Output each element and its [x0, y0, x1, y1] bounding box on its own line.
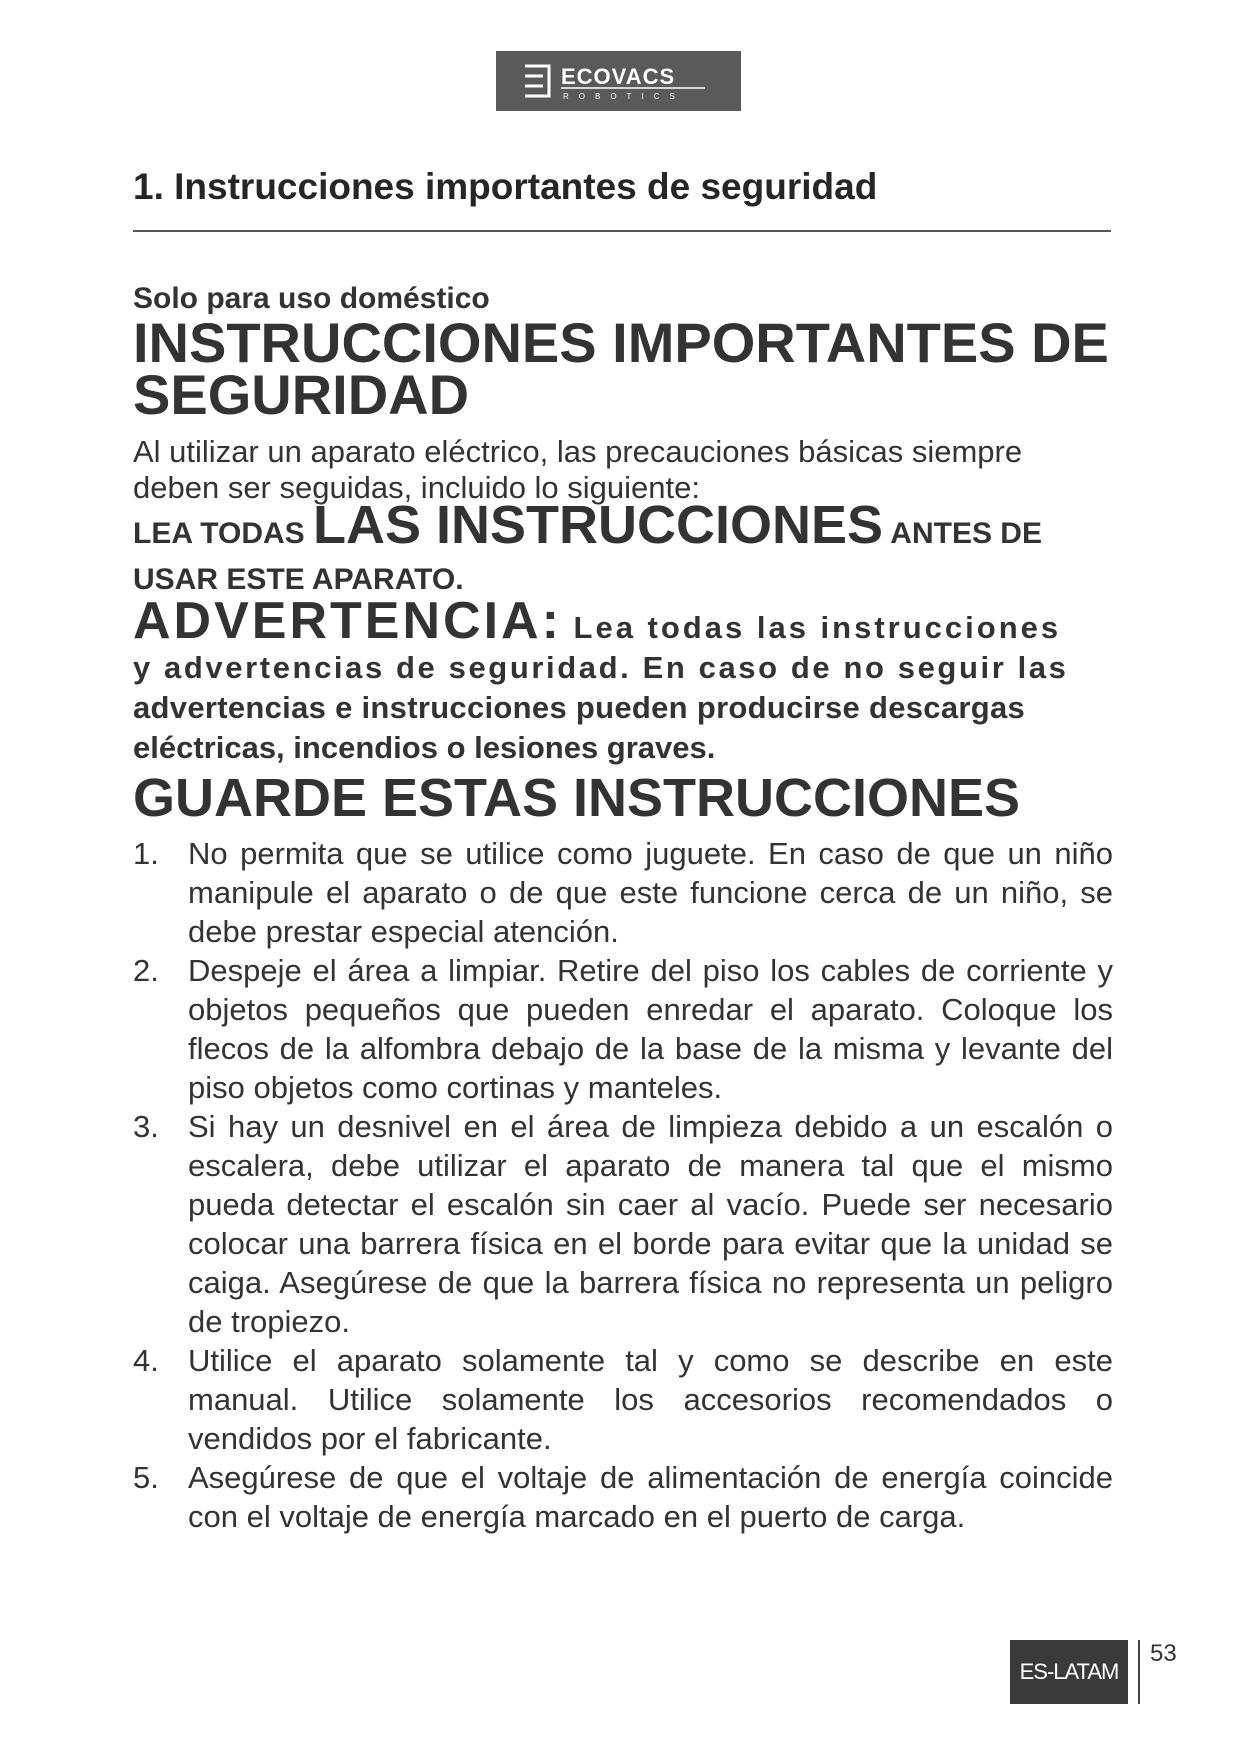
warning-line-2: y advertencias de seguridad. En caso de no seguir las: [133, 650, 1069, 685]
list-item-number: 3.: [133, 1109, 159, 1144]
read-all-instructions: [133, 495, 1113, 603]
warning-line-3: advertencias e instrucciones pueden producirse descargas: [133, 690, 1026, 725]
save-instructions-heading: GUARDE ESTAS INSTRUCCIONES: [133, 768, 1021, 828]
list-item-text: Si hay un desnivel en el área de limpieza debido a un escalón o escalera, debe utilizar el aparato de manera tal que el mismo pueda detectar el escalón sin caer al vacío. Puede ser necesario colocar una barrera física en el borde para evitar que la unidad se caiga. Asegúrese de que la barrera física no representa un peligro de tropiezo.: [188, 1109, 1113, 1339]
section-divider: [133, 230, 1111, 232]
logo-brand-text: ECOVACS: [560, 64, 675, 89]
warning-block: [133, 592, 1113, 768]
list-item: [133, 1107, 1113, 1341]
list-item: [133, 951, 1113, 1107]
warning-line-4: eléctricas, incendios o lesiones graves.: [133, 730, 716, 765]
domestic-use-note: Solo para uso doméstico: [133, 282, 490, 315]
page-number: 53: [1150, 1640, 1177, 1667]
region-badge: ES-LATAM: [1010, 1640, 1128, 1704]
logo-tagline-text: ROBOTICS: [562, 92, 685, 101]
read-all-suffix: ANTES DE USAR ESTE APARATO.: [133, 517, 1042, 596]
list-item-text: No permita que se utilice como juguete. En caso de que un niño manipule el aparato o de que este funcione cerca de un niño, se debe prestar especial atención.: [188, 836, 1113, 949]
ecovacs-logo: [496, 51, 741, 111]
intro-paragraph: Al utilizar un aparato eléctrico, las precauciones básicas siempre deben ser seguidas, incluido lo siguiente:: [133, 434, 1023, 505]
warning-line-1: Lea todas las instrucciones: [561, 610, 1062, 645]
list-item-text: Despeje el área a limpiar. Retire del piso los cables de corriente y objetos pequeños que pueden enredar el aparato. Coloque los flecos de la alfombra debajo de la base de la misma y levante del piso objetos como cortinas y manteles.: [188, 953, 1113, 1105]
list-item-number: 4.: [133, 1343, 159, 1378]
safety-instruction-list: [133, 834, 1113, 1536]
main-safety-heading: INSTRUCCIONES IMPORTANTES DE SEGURIDAD: [133, 311, 1109, 426]
ecovacs-logo-mark: [519, 60, 719, 102]
list-item-text: Asegúrese de que el voltaje de alimentación de energía coincide con el voltaje de energía marcado en el puerto de carga.: [188, 1460, 1113, 1534]
list-item-number: 1.: [133, 836, 159, 871]
warning-label: ADVERTENCIA:: [133, 592, 562, 650]
read-all-prefix: LEA TODAS: [133, 517, 314, 550]
list-item-number: 2.: [133, 953, 159, 988]
footer-divider: [1138, 1640, 1140, 1704]
list-item: [133, 1458, 1113, 1536]
list-item: [133, 1341, 1113, 1458]
read-all-emphasis: LAS INSTRUCCIONES: [313, 495, 884, 555]
list-item-text: Utilice el aparato solamente tal y como se describe en este manual. Utilice solamente los accesorios recomendados o vendidos por el fabricante.: [188, 1343, 1113, 1456]
section-title: 1. Instrucciones importantes de seguridad: [133, 166, 878, 207]
list-item-number: 5.: [133, 1460, 159, 1495]
list-item: [133, 834, 1113, 951]
